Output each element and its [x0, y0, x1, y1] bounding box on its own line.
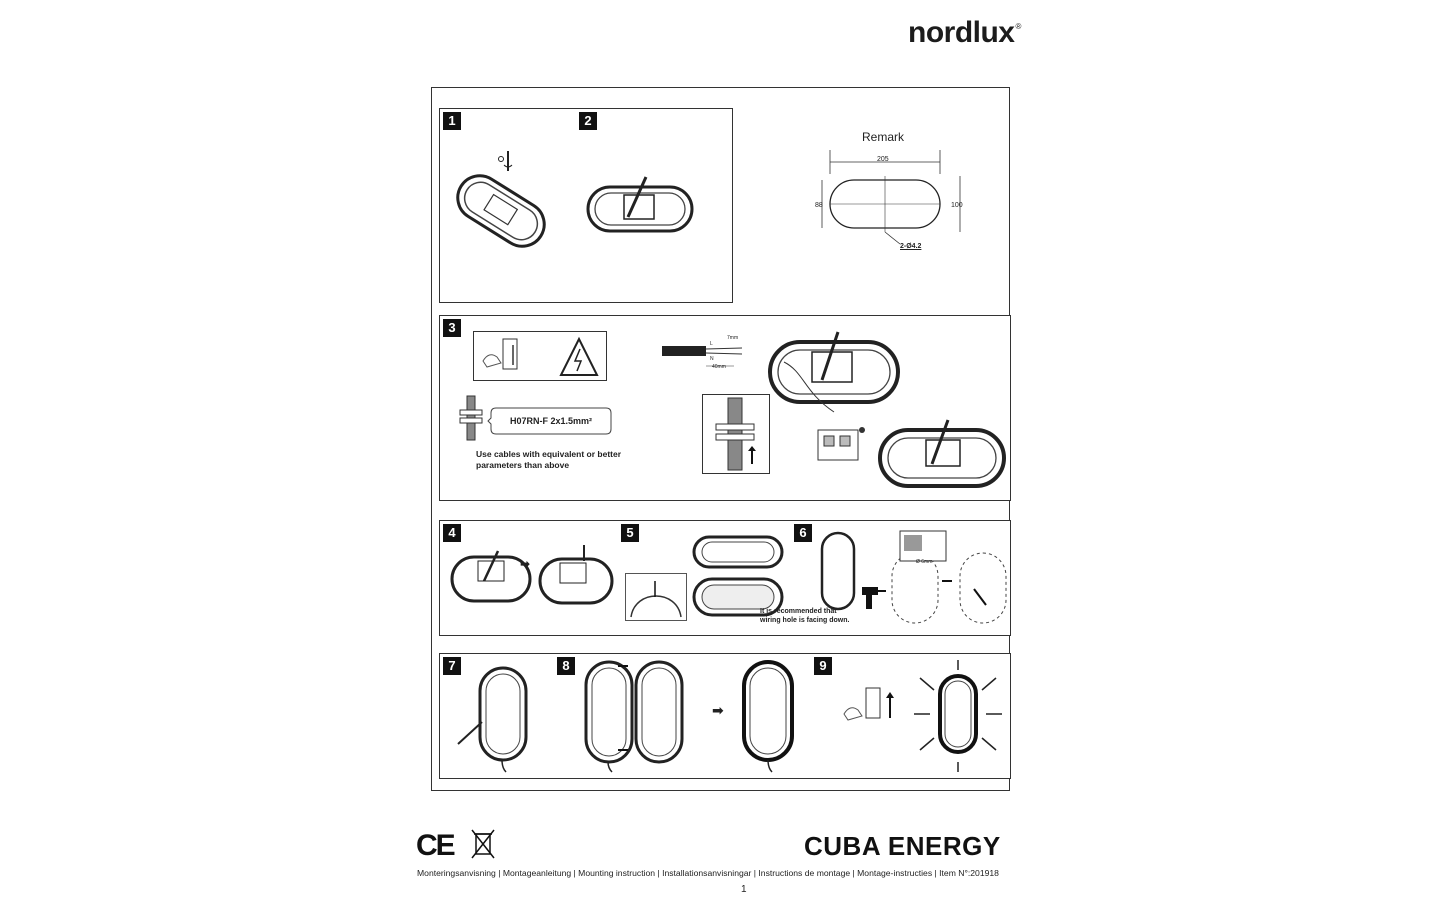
remark-title: Remark: [862, 130, 905, 144]
wired-housing-illustration: [876, 416, 1008, 494]
remark-width-label: 205: [877, 156, 889, 163]
languages-and-item-number: Monteringsanvisning | Montageanleitung | Mounting instruction | Installationsanvisningar | Instructions de montage | Montage-instructies | Item N°:201918: [417, 868, 999, 878]
strip-length-40mm: 40mm: [712, 364, 726, 370]
strip-length-7mm: 7mm: [727, 335, 739, 341]
product-name: CUBA ENERGY: [804, 831, 1001, 861]
step-badge-2: 2: [579, 112, 597, 130]
power-off-warning-box: [473, 331, 607, 381]
step-badge-8: 8: [557, 657, 575, 675]
instruction-sheet: [431, 87, 1010, 791]
remark-height-right-label: 100: [951, 202, 963, 209]
drill-diameter-label: Ø 6mm: [916, 559, 933, 565]
wire-line-label: L: [710, 341, 713, 347]
step-6-oval-housing: [818, 531, 858, 611]
weee-bin-icon: [470, 828, 496, 860]
ce-mark: CE: [416, 829, 454, 862]
wiring-housing-illustration: [764, 332, 904, 418]
remark-holes-label: 2-Ø4.2: [900, 243, 922, 250]
step-9-lit-luminaire: [910, 658, 1006, 774]
step-8-cover-assembly: [578, 658, 698, 774]
cable-gland-icon: [458, 396, 484, 440]
brand-logo: [908, 16, 1020, 50]
step-badge-4: 4: [443, 524, 461, 542]
panel-steps-1-2: [439, 108, 733, 303]
wire-strip-diagram: [662, 336, 748, 372]
panel-step-3: [439, 315, 1011, 501]
step-badge-7: 7: [443, 657, 461, 675]
step-4-housing-right: [536, 543, 616, 611]
step-8-arrow: ➡: [712, 702, 724, 718]
housing-with-terminal-illustration: [584, 169, 696, 249]
step-badge-9: 9: [814, 657, 832, 675]
wire-neutral-label: N: [710, 356, 714, 362]
dimension-drawing: [812, 146, 972, 256]
step-badge-1: 1: [443, 112, 461, 130]
panel-steps-7-8-9: [439, 653, 1011, 779]
step-5-seal-closeup: [625, 573, 687, 621]
step-6-drill-template: [886, 529, 1010, 625]
terminal-block-closeup: [816, 424, 866, 464]
install-note-line-1: It is recommended that: [760, 608, 837, 615]
page-number: 1: [741, 884, 747, 895]
gland-insertion-box: [702, 394, 770, 474]
step-badge-6: 6: [794, 524, 812, 542]
panel-steps-4-5-6: [439, 520, 1011, 636]
brand-name: nordlux: [908, 16, 1015, 49]
housing-open-illustration: [446, 149, 556, 259]
step-9-power-on-switch: [842, 684, 898, 734]
step-8-assembled-housing: [738, 660, 798, 774]
step-4-arrow: ➡: [520, 557, 531, 571]
drill-icon: [860, 583, 886, 611]
cable-note-line-1: Use cables with equivalent or better: [476, 449, 622, 459]
step-badge-5: 5: [621, 524, 639, 542]
step-badge-3: 3: [443, 319, 461, 337]
registered-mark: ®: [1015, 22, 1021, 31]
step-7-mounted-housing: [452, 664, 542, 774]
cable-spec-text: H07RN-F 2x1.5mm²: [510, 416, 593, 426]
install-note-line-2: wiring hole is facing down.: [760, 617, 850, 624]
remark-height-left-label: 88: [815, 202, 823, 209]
cable-note-line-2: parameters than above: [476, 460, 570, 470]
